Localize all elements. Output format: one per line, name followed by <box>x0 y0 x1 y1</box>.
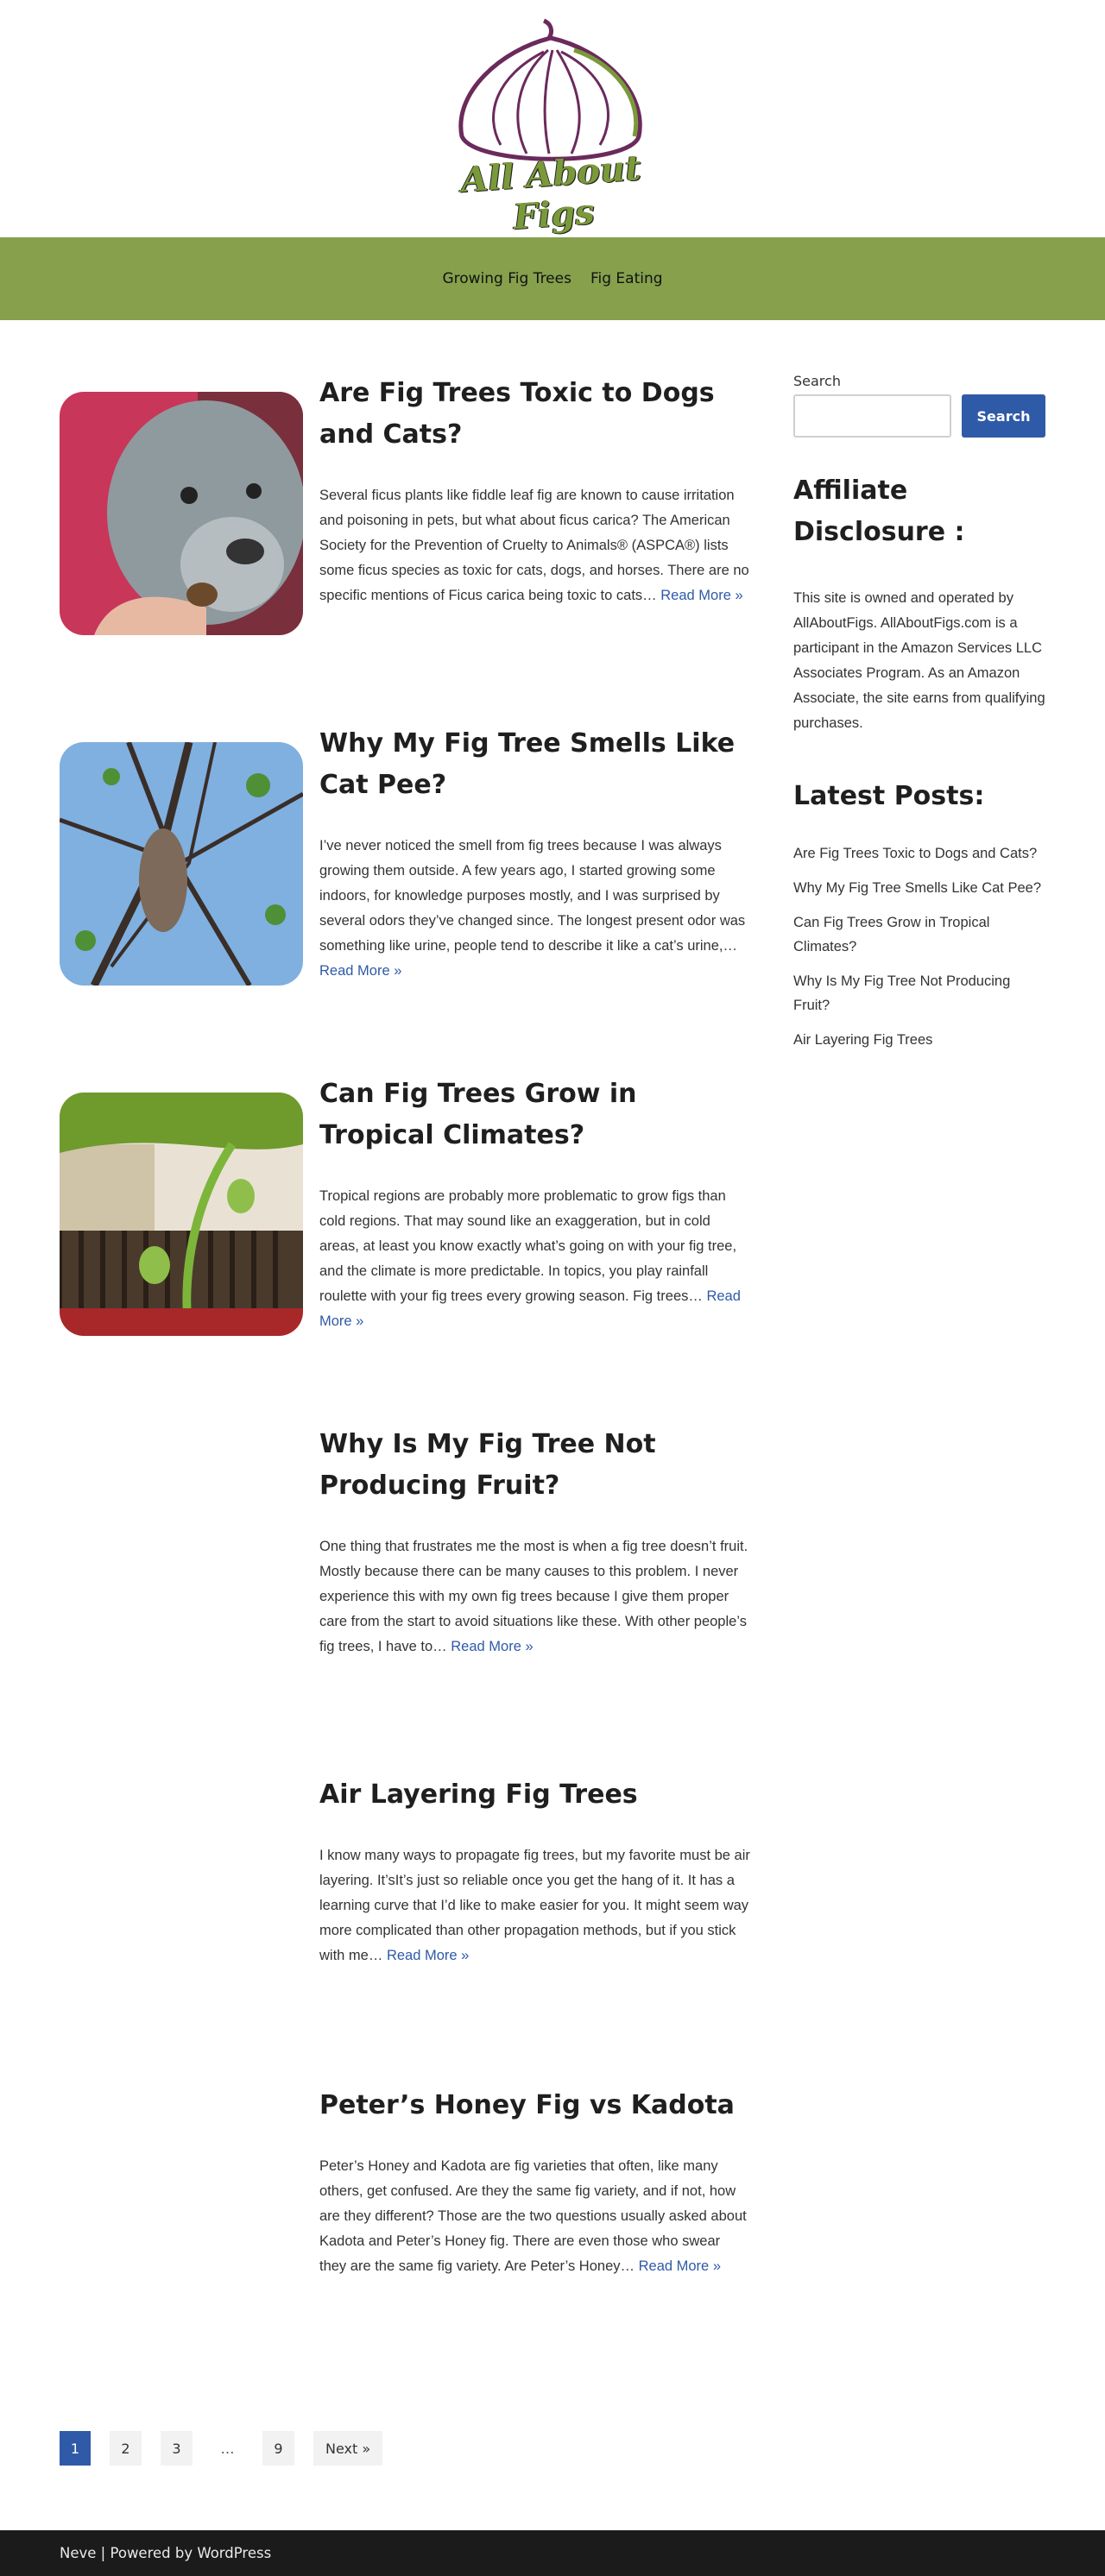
post-excerpt-text: Peter’s Honey and Kadota are fig varieties that often, like many others, get confused. Are they the same fig variety, and if not, how are they different? Those are the two questions usually asked about Kadota and Peter’s Honey fig. There are even those who swear they are the same fig variety. Are Peter’s Honey… <box>319 2158 747 2274</box>
latest-post-link[interactable]: Are Fig Trees Toxic to Dogs and Cats? <box>793 846 1038 861</box>
latest-posts-widget <box>793 776 1045 1052</box>
read-more-link[interactable]: Read More » <box>660 588 743 603</box>
site-header <box>0 0 1105 237</box>
logo-text: All About Figs <box>459 147 643 238</box>
footer-separator: | <box>96 2545 110 2561</box>
pagination <box>60 2431 382 2466</box>
post-excerpt-text: Several ficus plants like fiddle leaf fig are known to cause irritation and poisoning in pets, but what about ficus carica? The American Society for the Prevention of Cruelty to Animals® (ASPCA®) lists some ficus species as toxic for cats, dogs, and horses. There are no specific mentions of Ficus carica being toxic to cats… <box>319 488 749 603</box>
nav-growing-fig-trees[interactable]: Growing Fig Trees <box>442 270 571 287</box>
footer-theme-link[interactable]: Neve <box>60 2545 97 2561</box>
latest-post-link[interactable]: Air Layering Fig Trees <box>793 1032 933 1048</box>
search-label: Search <box>793 373 841 389</box>
read-more-link[interactable]: Read More » <box>386 1948 470 1963</box>
site-logo[interactable] <box>423 16 682 238</box>
read-more-link[interactable]: Read More » <box>319 963 402 979</box>
page-last-button[interactable]: 9 <box>262 2431 294 2466</box>
next-page-button[interactable]: Next » <box>313 2431 382 2466</box>
post-excerpt-text: I know many ways to propagate fig trees, but my favorite must be air layering. It’sIt’s just so reliable once you get the hang of it. It has a learning curve that I’d like to make easier for you. It might seem way more complicated than other propagation methods, but if you stick with me… <box>319 1848 750 1963</box>
post-excerpt <box>319 834 750 984</box>
site-footer <box>0 2530 1105 2576</box>
post-excerpt-text: One thing that frustrates me the most is when a fig tree doesn’t fruit. Mostly because there can be many causes to this problem. I never experience this with my own fig trees because I give them proper care from the start to avoid situations like these. With other people’s fig trees, I have to… <box>319 1539 748 1654</box>
affiliate-text: This site is owned and operated by AllAboutFigs. AllAboutFigs.com is a participant in the Amazon Services LLC Associates Program. As an Amazon Associate, the site earns from qualifying purchases. <box>793 590 1045 731</box>
latest-post-link[interactable]: Why Is My Fig Tree Not Producing Fruit? <box>793 973 1011 1013</box>
page-2-button[interactable]: 2 <box>110 2431 142 2466</box>
post-excerpt <box>319 1843 750 1968</box>
post-title[interactable]: Can Fig Trees Grow in Tropical Climates? <box>319 1079 637 1150</box>
read-more-link[interactable]: Read More » <box>451 1639 534 1654</box>
latest-post-link[interactable]: Can Fig Trees Grow in Tropical Climates? <box>793 915 990 954</box>
post-excerpt <box>319 1534 750 1660</box>
read-more-link[interactable]: Read More » <box>638 2258 721 2274</box>
post-thumbnail-dog[interactable] <box>60 392 303 635</box>
post-title[interactable]: Air Layering Fig Trees <box>319 1779 638 1810</box>
post-title[interactable]: Why Is My Fig Tree Not Producing Fruit? <box>319 1429 656 1501</box>
post-excerpt <box>319 483 750 608</box>
post-title[interactable]: Peter’s Honey Fig vs Kadota <box>319 2090 735 2120</box>
page-3-button[interactable]: 3 <box>161 2431 193 2466</box>
post-excerpt-text: I’ve never noticed the smell from fig trees because I was always growing them outside. A few years ago, I started growing some indoors, for knowledge purposes mostly, and I was surprised by several odors they’ve changed since. The longest present odor was something like urine, people tend to describe it like a cat’s urine,… <box>319 838 746 954</box>
page-1-button[interactable]: 1 <box>60 2431 91 2466</box>
post-thumbnail-tree[interactable] <box>60 742 303 986</box>
latest-posts-title: Latest Posts: <box>793 781 985 811</box>
footer-powered-link[interactable]: Powered by WordPress <box>110 2545 272 2561</box>
fig-logo-icon <box>423 16 682 162</box>
affiliate-title: Affiliate Disclosure : <box>793 476 965 547</box>
search-widget <box>793 373 1045 438</box>
pagination-ellipsis: … <box>220 2440 235 2457</box>
post-excerpt <box>319 2154 750 2279</box>
nav-fig-eating[interactable]: Fig Eating <box>590 270 663 287</box>
post-title[interactable]: Are Fig Trees Toxic to Dogs and Cats? <box>319 378 715 450</box>
latest-post-link[interactable]: Why My Fig Tree Smells Like Cat Pee? <box>793 880 1042 896</box>
main-navigation <box>0 237 1105 320</box>
post-excerpt <box>319 1184 750 1334</box>
post-thumbnail-tropical[interactable] <box>60 1093 303 1336</box>
post-excerpt-text: Tropical regions are probably more problematic to grow figs than cold regions. That may sound like an exaggeration, but in cold areas, at least you know exactly what’s going on with your fig tree, and the climate is more predictable. In topics, you play rainfall roulette with your fig trees every growing season. Fig trees… <box>319 1188 737 1304</box>
search-input[interactable] <box>793 394 951 438</box>
read-more-link[interactable]: Read More » <box>319 1288 741 1329</box>
search-button[interactable]: Search <box>962 394 1045 438</box>
sidebar <box>793 373 1045 1062</box>
affiliate-widget <box>793 470 1045 736</box>
post-title[interactable]: Why My Fig Tree Smells Like Cat Pee? <box>319 728 736 800</box>
